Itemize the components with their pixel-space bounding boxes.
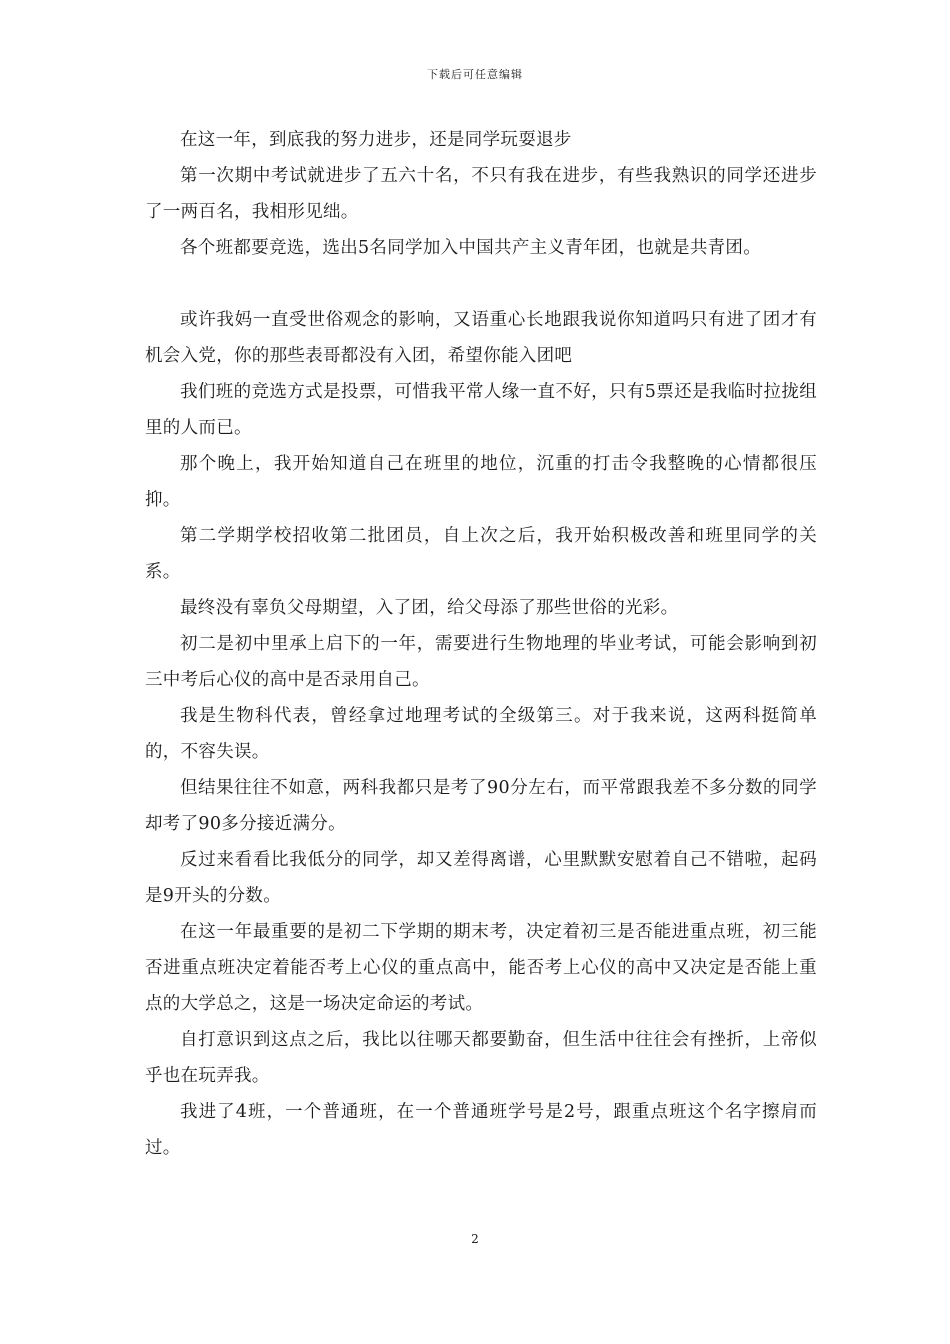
- paragraph: 我进了4班，一个普通班，在一个普通班学号是2号，跟重点班这个名字擦肩而过。: [145, 1102, 817, 1158]
- paragraph: 第二学期学校招收第二批团员，自上次之后，我开始积极改善和班里同学的关系。: [145, 526, 817, 582]
- paragraph: 我是生物科代表，曾经拿过地理考试的全级第三。对于我来说，这两科挺简单的，不容失误。: [145, 706, 817, 762]
- paragraph: 或许我妈一直受世俗观念的影响，又语重心长地跟我说你知道吗只有进了团才有机会入党，你的那些表哥都没有入团，希望你能入团吧: [145, 310, 817, 366]
- paragraph: 反过来看看比我低分的同学，却又差得离谱，心里默默安慰着自己不错啦，起码是9开头的分数。: [145, 850, 817, 906]
- paragraph: 那个晚上，我开始知道自己在班里的地位，沉重的打击令我整晚的心情都很压抑。: [145, 454, 817, 510]
- page-number: 2: [471, 1232, 479, 1246]
- paragraph: 初二是初中里承上启下的一年，需要进行生物地理的毕业考试，可能会影响到初三中考后心仪的高中是否录用自己。: [145, 634, 817, 690]
- blank-line: [145, 266, 817, 302]
- page-header: 下载后可任意编辑: [427, 68, 523, 81]
- paragraph: 各个班都要竞选，选出5名同学加入中国共产主义青年团，也就是共青团。: [180, 238, 762, 258]
- paragraph: 最终没有辜负父母期望，入了团，给父母添了那些世俗的光彩。: [180, 598, 679, 618]
- paragraph: 但结果往往不如意，两科我都只是考了90分左右，而平常跟我差不多分数的同学却考了90多分接近满分。: [145, 778, 817, 834]
- paragraph: 在这一年，到底我的努力进步，还是同学玩耍退步: [180, 130, 572, 150]
- paragraph: 在这一年最重要的是初二下学期的期末考，决定着初三是否能进重点班，初三能否进重点班决定着能否考上心仪的重点高中，能否考上心仪的高中又决定是否能上重点的大学总之，这是一场决定命运的考试。: [145, 922, 817, 1014]
- paragraph: 我们班的竞选方式是投票，可惜我平常人缘一直不好，只有5票还是我临时拉拢组里的人而已。: [145, 382, 817, 438]
- document-body: [145, 122, 817, 1166]
- paragraph: 第一次期中考试就进步了五六十名，不只有我在进步，有些我熟识的同学还进步了一两百名，我相形见绌。: [145, 166, 817, 222]
- paragraph: 自打意识到这点之后，我比以往哪天都要勤奋，但生活中往往会有挫折，上帝似乎也在玩弄我。: [145, 1030, 817, 1086]
